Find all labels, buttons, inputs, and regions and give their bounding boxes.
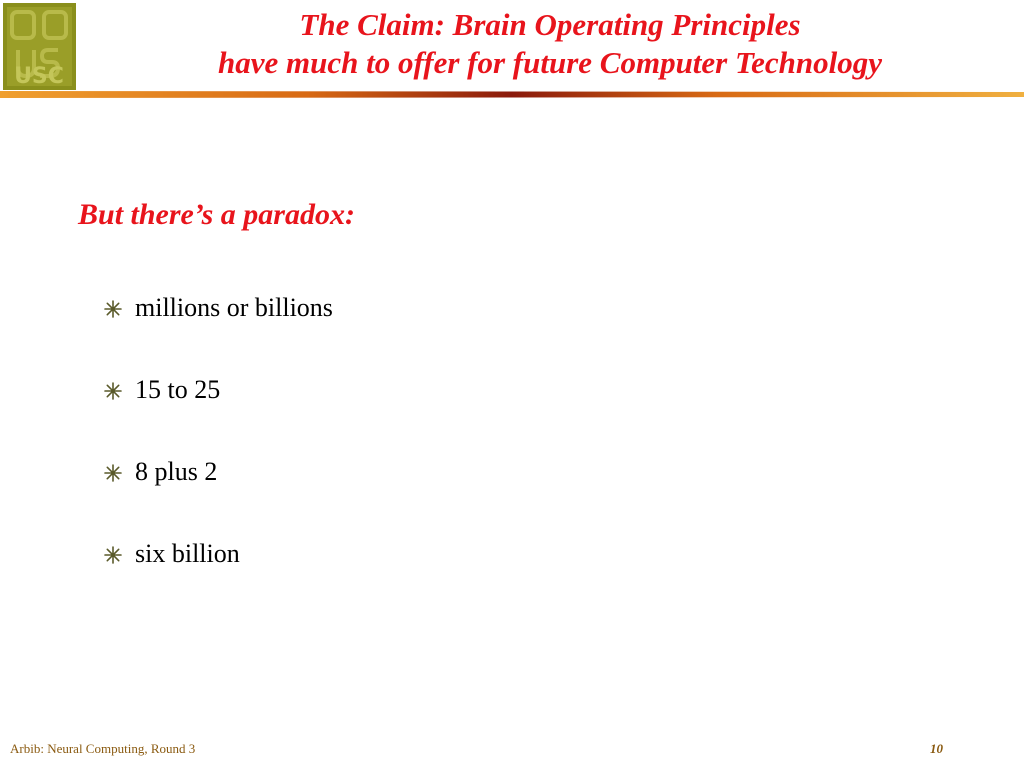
bullet-text: millions or billions	[135, 292, 333, 322]
snowflake-bullet-icon	[104, 382, 122, 400]
bullet-text: six billion	[135, 538, 240, 568]
title-line-1: The Claim: Brain Operating Principles	[299, 7, 801, 42]
bullet-text: 8 plus 2	[135, 456, 218, 486]
snowflake-bullet-icon	[104, 464, 122, 482]
list-item	[104, 369, 333, 410]
list-item	[104, 287, 333, 328]
snowflake-bullet-icon	[104, 546, 122, 564]
bullet-list	[104, 287, 333, 615]
bullet-text: 15 to 25	[135, 374, 221, 404]
footer-credit: Arbib: Neural Computing, Round 3	[10, 741, 196, 756]
title-line-2: have much to offer for future Computer Technology	[218, 45, 882, 80]
usc-logo-icon	[3, 3, 76, 90]
paradox-heading: But there’s a paradox:	[78, 198, 355, 231]
page-number: 10	[930, 741, 943, 756]
title-divider	[0, 88, 1024, 100]
list-item	[104, 533, 333, 574]
slide-title	[90, 6, 1010, 82]
svg-text:USC: USC	[14, 64, 64, 89]
list-item	[104, 451, 333, 492]
snowflake-bullet-icon	[104, 300, 122, 318]
